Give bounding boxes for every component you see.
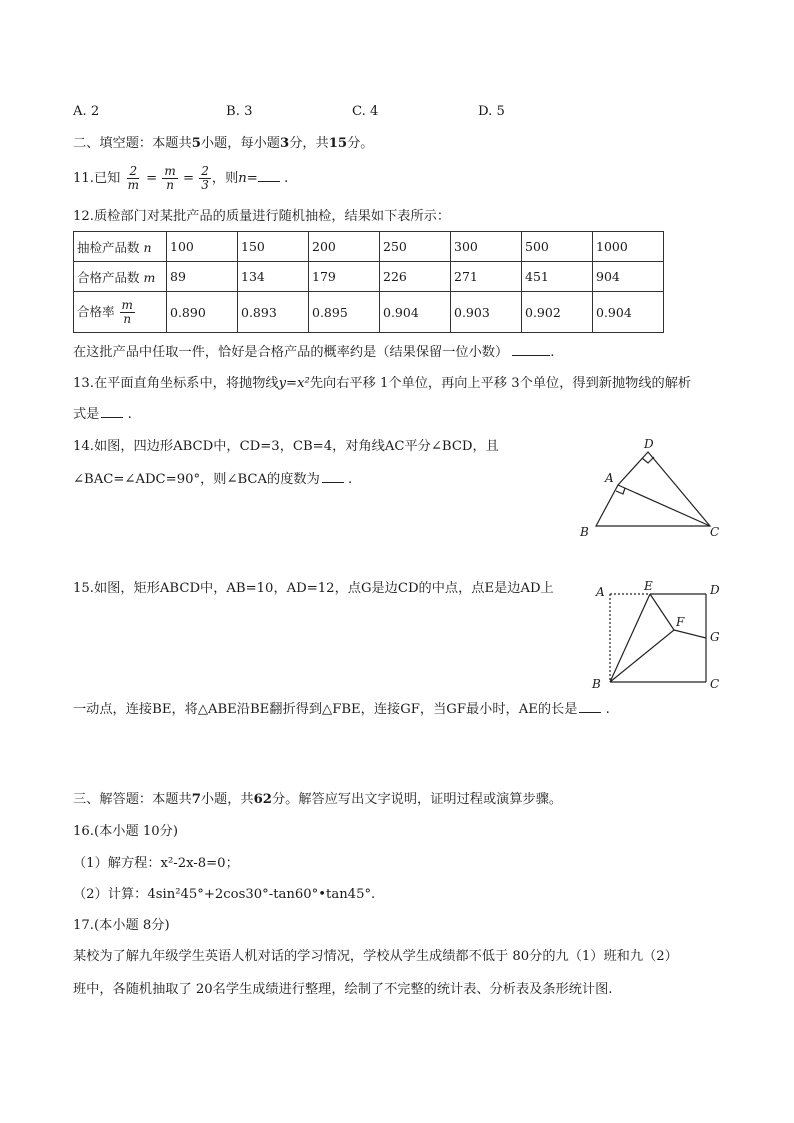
section3-heading: 三、解答题：本题共7小题，共62分。解答应写出文字说明，证明过程或演算步骤。 <box>73 792 563 807</box>
label-c: C <box>710 677 720 691</box>
question-13-line1: 13.在平面直角坐标系中，将抛物线y=x²先向右平移 1个单位，再向上平移 3个单位，得到新抛物线的解析 <box>73 376 692 391</box>
label-d: D <box>644 437 654 451</box>
figure-rectangle-abcd <box>588 574 728 694</box>
inspection-table <box>73 231 664 333</box>
answer-blank <box>322 470 344 483</box>
question-13-line2: 式是 . <box>73 407 132 422</box>
question-16-part1: （1）解方程：x²-2x-8=0； <box>73 856 239 871</box>
question-16-part2: （2）计算：4sin²45°+2cos30°-tan60°•tan45°. <box>73 887 376 902</box>
question-12-prompt: 在这批产品中任取一件，恰好是合格产品的概率约是（结果保留一位小数） . <box>73 345 555 360</box>
label-c: C <box>710 525 720 539</box>
label-a: A <box>605 471 614 485</box>
question-15-line1: 15.如图，矩形ABCD中，AB=10，AD=12，点G是边CD的中点，点E是边AD上 <box>73 581 554 596</box>
label-b: B <box>580 525 589 539</box>
fraction-m-over-n: $\frac{m}{n}$ <box>164 164 176 192</box>
label-f: F <box>676 615 685 629</box>
question-14-line1: 14.如图，四边形ABCD中，CD=3，CB=4，对角线AC平分∠BCD，且 <box>73 439 499 454</box>
question-15-line2: 一动点，连接BE，将△ABE沿BE翻折得到△FBE，连接GF，当GF最小时，AE的长是 . <box>73 702 610 717</box>
answer-blank <box>512 343 550 356</box>
label-g: G <box>710 630 720 644</box>
question-11: 11.已知 $\frac{2}{m}$ = $\frac{m}{n}$ = $\frac{2}{3}$ ，则n= . <box>73 164 289 192</box>
question-16-title: 16.(本小题 10分) <box>73 824 178 839</box>
fraction-2-over-m: $\frac{2}{m}$ <box>127 164 139 192</box>
row-label: 合格产品数 m <box>74 262 167 292</box>
question-17-line1: 某校为了解九年级学生英语人机对话的学习情况，学校从学生成绩都不低于 80分的九（1）班和九（2） <box>73 949 678 964</box>
answer-blank <box>258 169 280 182</box>
option-b: B. 3 <box>226 104 253 119</box>
section2-heading: 二、填空题：本题共5小题，每小题3分，共15分。 <box>73 136 374 151</box>
row-label: 合格率 $\frac{m}{n}$ <box>74 292 167 333</box>
option-a: A. 2 <box>73 104 100 119</box>
table-row: 合格产品数 m 89 134 179 226 271 451 904 <box>74 262 664 292</box>
label-e: E <box>644 579 653 593</box>
fraction-2-over-3: $\frac{2}{3}$ <box>201 164 209 192</box>
row-label: 抽检产品数 n <box>74 232 167 262</box>
question-17-line2: 班中，各随机抽取了 20名学生成绩进行整理，绘制了不完整的统计表、分析表及条形统计图. <box>73 982 613 997</box>
label-a: A <box>596 585 605 599</box>
table-row: 合格率 $\frac{m}{n}$ 0.890 0.893 0.895 0.904 0.903 0.902 0.904 <box>74 292 664 333</box>
question-14-line2: ∠BAC=∠ADC=90°，则∠BCA的度数为 . <box>73 472 353 487</box>
label-d: D <box>710 583 720 597</box>
label-b: B <box>592 677 601 691</box>
question-17-title: 17.(本小题 8分) <box>73 918 170 933</box>
question-12-intro: 12.质检部门对某批产品的质量进行随机抽检，结果如下表所示： <box>73 209 451 224</box>
figure-quadrilateral-abcd <box>572 432 732 544</box>
option-c: C. 4 <box>352 104 379 119</box>
answer-blank <box>579 700 601 713</box>
answer-blank <box>101 405 123 418</box>
option-d: D. 5 <box>478 104 505 119</box>
table-row: 抽检产品数 n 100 150 200 250 300 500 1000 <box>74 232 664 262</box>
